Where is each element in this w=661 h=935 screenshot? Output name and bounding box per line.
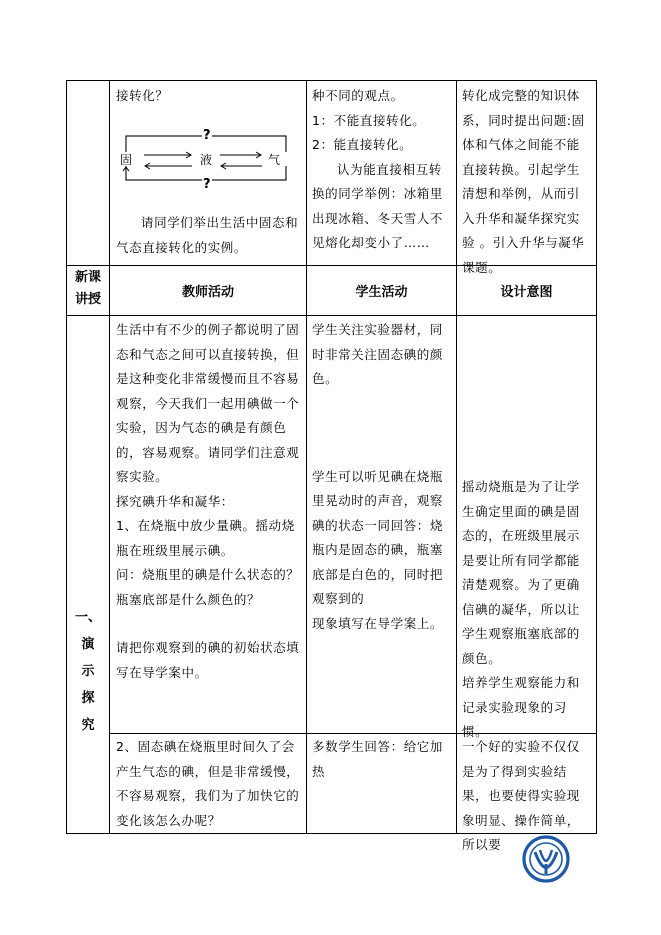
header-teacher-activity: 教师活动 [181,285,234,300]
row1-teacher-cell [116,84,302,109]
header-design-intent: 设计意图 [500,285,553,300]
row2-teacher-step-title: 探究碘升华和凝华： [116,493,234,509]
row2-design-p3: 培养学生观察能力和记录实验现象的习惯。 [462,675,580,739]
section-label-demo-inquiry [67,604,109,739]
row3-design-text: 一个好的实验不仅仅是为了得到实验结果，也要使得实验现象明显、操作简单，所以要 [462,739,580,852]
section-label-char-5: 究 [81,718,95,733]
state-change-diagram [116,124,296,192]
row1-student-line3: 2：能直接转化。 [312,137,413,152]
row2-teacher-step1: 1、在烧瓶中放少量碘。摇动烧瓶在班级里展示碘。 [116,518,295,558]
row1-student-cell [312,84,452,256]
row2-teacher-record: 请把你观察到的碘的初始状态填写在导学案中。 [116,640,300,680]
row1-teacher-paragraph-cell [116,211,302,260]
row1-student-paragraph: 认为能直接相互转换的同学举例：冰箱里出现冰箱、冬天雪人不见熔化却变小了…… [312,161,444,250]
section-label-char-4: 探 [81,691,95,706]
diagram-gas-label: 气 [268,153,281,167]
row3-student-text: 多数学生回答：给它加热 [312,739,444,779]
section-label-char-3: 示 [81,664,95,679]
header-student-activity: 学生活动 [355,285,408,300]
row-divider-header-bottom [66,315,597,316]
row1-design-cell [462,84,592,280]
row2-student-p2: 学生可以听见碘在烧瓶里晃动时的声音，观察碘的状态一同回答：烧瓶内是固态的碘，瓶塞底部是白色的，同时把观察到的 [312,468,444,606]
row2-teacher-question: 问：烧瓶里的碘是什么状态的？瓶塞底部是什么颜色的？ [116,567,300,607]
diagram-liquid-label: 液 [200,153,213,167]
row2-design-p2: 信碘的凝华，所以让学生观察瓶塞底部的颜色。 [462,601,580,666]
column-divider-3 [456,80,457,834]
row2-teacher-cell [116,318,302,685]
row2-teacher-intro: 生活中有不少的例子都说明了固态和气态之间可以直接转换，但是这种变化非常缓慢而且不容易观察，今天我们一起用碘做一个实验，因为气态的碘是有颜色的，容易观察。请同学们注意观察实验。 [116,322,300,484]
diagram-bottom-question: ? [203,177,211,192]
section-header-label [67,267,109,311]
section-header-line1: 新课 [74,270,101,285]
school-emblem-logo [518,834,574,884]
table-border-right [596,80,597,834]
section-label-char-1: 一、 [74,610,101,625]
row1-student-line2: 1：不能直接转化。 [312,112,426,128]
row2-student-p1: 学生关注实验器材，同时非常关注固态碘的颜色。 [312,322,444,386]
row1-teacher-paragraph: 请同学们举出生活中固态和气态直接转化的实例。 [116,215,299,255]
row3-teacher-text: 2、固态碘在烧瓶里时间久了会产生气态的碘，但是非常缓慢，不容易观察，我们为了加快它的变化该怎么办呢？ [116,739,300,828]
column-divider-2 [306,80,307,834]
row2-student-cell [312,318,452,636]
row1-student-line1: 种不同的观点。 [312,88,404,103]
table-border-top [66,80,597,81]
row3-student-cell [312,735,452,784]
row2-student-p3: 现象填写在导学案上。 [312,615,444,631]
diagram-solid-label: 固 [120,153,133,167]
row2-design-cell [462,475,592,745]
row2-design-p1: 摇动烧瓶是为了让学生确定里面的碘是固态的，在班级里展示是要让所有同学都能清楚观察。为了更确 [462,479,580,592]
column-divider-1 [109,80,110,834]
row1-teacher-line1: 接转化？ [116,88,169,103]
section-header-line2: 讲授 [74,292,101,307]
section-label-char-2: 演 [81,637,95,652]
diagram-arrows [123,152,262,180]
row3-teacher-cell [116,735,302,833]
row1-design-text: 转化成完整的知识体系，同时提出问题:固体和气体之间能不能直接转换。引起学生清想和举例，从而引入升华和凝华探究实验 。引入升华与凝华课题。 [462,88,585,275]
diagram-top-question: ? [203,128,211,143]
